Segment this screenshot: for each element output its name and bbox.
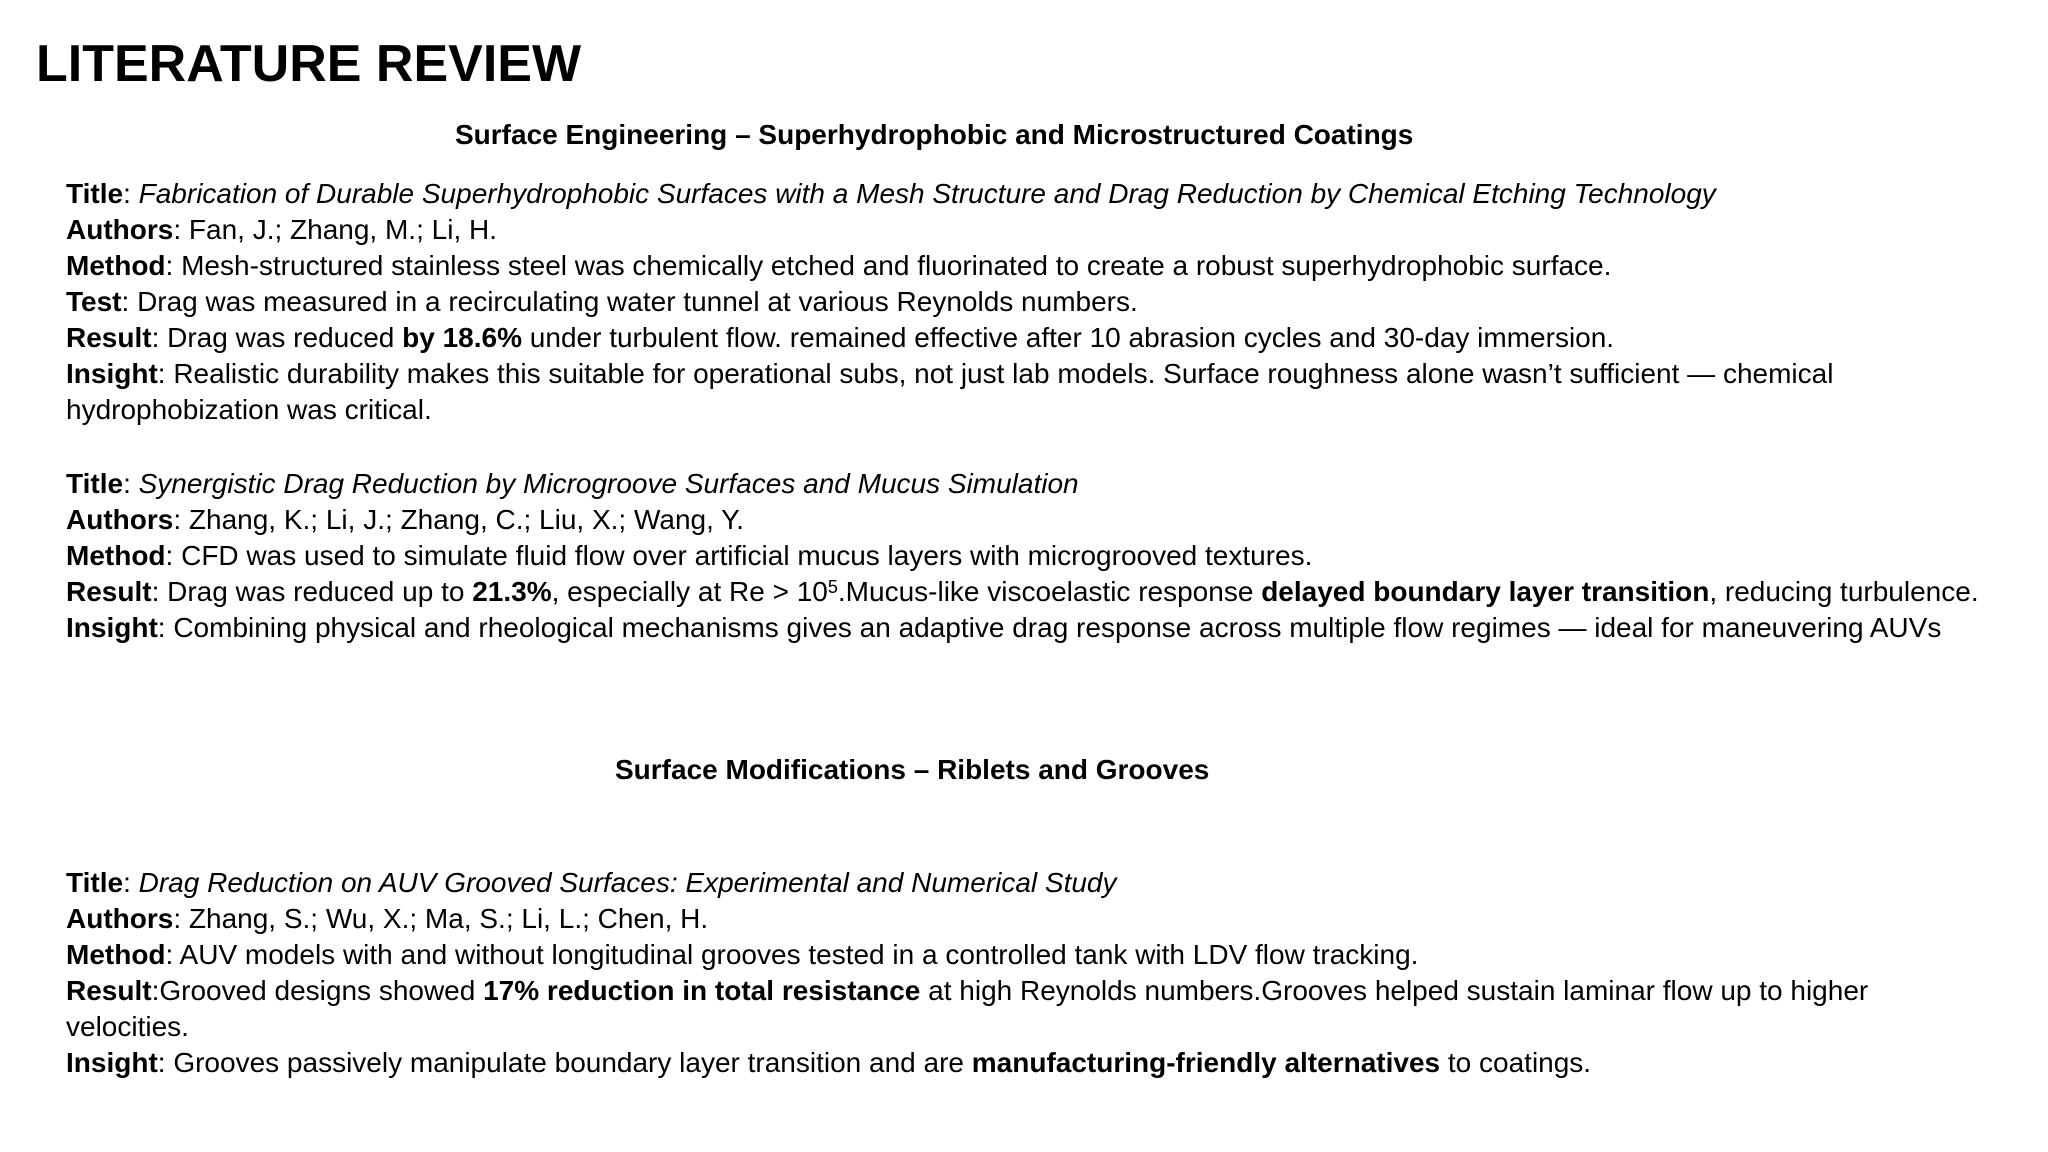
- entry-result-line: [66, 574, 1996, 610]
- entry-insight-line: [66, 1045, 1996, 1081]
- paper-insight-text: to coatings.: [1440, 1047, 1592, 1078]
- review-entry-mesh-superhydrophobic: [66, 176, 1996, 428]
- paper-method: CFD was used to simulate fluid flow over artificial mucus layers with microgrooved textures.: [181, 540, 1313, 571]
- method-label: Method: [66, 250, 166, 281]
- paper-title: Fabrication of Durable Superhydrophobic Surfaces with a Mesh Structure and Drag Reduction by Chemical Etching Technology: [138, 178, 1716, 209]
- entry-authors-line: [66, 502, 1996, 538]
- label-separator: :: [173, 214, 189, 245]
- entry-title-line: [66, 466, 1996, 502]
- authors-label: Authors: [66, 504, 174, 535]
- label-separator: :: [123, 867, 139, 898]
- entry-method-line: [66, 248, 1996, 284]
- entry-test-line: [66, 284, 1996, 320]
- result-label: Result: [66, 975, 152, 1006]
- paper-result-text: , especially at Re > 10: [551, 576, 828, 607]
- label-separator: :: [165, 250, 182, 281]
- label-separator: :: [121, 286, 138, 317]
- paper-result-text: Drag was reduced: [167, 322, 403, 353]
- paper-insight: Realistic durability makes this suitable for operational subs, not just lab models. Surface roughness alone wasn’t sufficient — chemical hydrophobization was critical.: [66, 358, 1834, 425]
- entry-authors-line: [66, 901, 1996, 937]
- paper-test: Drag was measured in a recirculating water tunnel at various Reynolds numbers.: [137, 286, 1138, 317]
- entry-title-line: [66, 865, 1996, 901]
- entry-insight-line: [66, 610, 1996, 646]
- label-separator: :: [151, 322, 168, 353]
- paper-authors: Zhang, K.; Li, J.; Zhang, C.; Liu, X.; Wang, Y.: [188, 504, 744, 535]
- paper-result-highlight: 17% reduction in total resistance: [483, 975, 921, 1006]
- paper-result-highlight: delayed boundary layer transition: [1261, 576, 1710, 607]
- paper-result-text: Grooved designs showed: [159, 975, 484, 1006]
- paper-method: AUV models with and without longitudinal grooves tested in a controlled tank with LDV flow tracking.: [179, 939, 1419, 970]
- paper-result-highlight: 21.3%: [472, 576, 552, 607]
- result-label: Result: [66, 322, 152, 353]
- result-label: Result: [66, 576, 152, 607]
- paper-title: Drag Reduction on AUV Grooved Surfaces: Experimental and Numerical Study: [138, 867, 1117, 898]
- paper-insight-highlight: manufacturing-friendly alternatives: [971, 1047, 1441, 1078]
- insight-label: Insight: [66, 1047, 158, 1078]
- paper-result-text: under turbulent flow. remained effective after 10 abrasion cycles and 30-day immersion.: [522, 322, 1615, 353]
- entry-insight-line: [66, 356, 1996, 428]
- authors-label: Authors: [66, 903, 174, 934]
- label-separator: :: [151, 576, 168, 607]
- paper-authors: Fan, J.; Zhang, M.; Li, H.: [188, 214, 497, 245]
- method-label: Method: [66, 939, 166, 970]
- paper-insight-text: Grooves passively manipulate boundary layer transition and are: [173, 1047, 972, 1078]
- method-label: Method: [66, 540, 166, 571]
- label-separator: :: [157, 1047, 174, 1078]
- label-separator: :: [151, 975, 160, 1006]
- paper-authors: Zhang, S.; Wu, X.; Ma, S.; Li, L.; Chen, H.: [188, 903, 709, 934]
- paper-result-text: at high Reynolds numbers.Grooves helped sustain laminar flow up to higher velocities.: [66, 975, 1869, 1042]
- review-entry-auv-grooves: [66, 865, 1996, 1081]
- review-entry-microgroove-mucus: [66, 466, 1996, 646]
- authors-label: Authors: [66, 214, 174, 245]
- title-label: Title: [66, 867, 124, 898]
- label-separator: :: [157, 358, 174, 389]
- insight-label: Insight: [66, 358, 158, 389]
- exponent: 5: [827, 577, 838, 597]
- entry-method-line: [66, 937, 1996, 973]
- page-title: LITERATURE REVIEW: [36, 35, 582, 93]
- paper-result-text: , reducing turbulence.: [1709, 576, 1979, 607]
- paper-method: Mesh-structured stainless steel was chemically etched and fluorinated to create a robust superhydrophobic surface.: [181, 250, 1612, 281]
- section-heading-coatings: Surface Engineering – Superhydrophobic and Microstructured Coatings: [455, 119, 1414, 150]
- section-heading-riblets: Surface Modifications – Riblets and Grooves: [615, 754, 1210, 785]
- label-separator: :: [173, 903, 189, 934]
- label-separator: :: [123, 468, 139, 499]
- paper-insight: Combining physical and rheological mechanisms gives an adaptive drag response across multiple flow regimes — ideal for maneuvering AUVs: [173, 612, 1942, 643]
- paper-result-text: .Mucus-like viscoelastic response: [837, 576, 1262, 607]
- paper-result-highlight: by 18.6%: [402, 322, 523, 353]
- title-label: Title: [66, 178, 124, 209]
- entry-result-line: [66, 320, 1996, 356]
- label-separator: :: [123, 178, 139, 209]
- insight-label: Insight: [66, 612, 158, 643]
- title-label: Title: [66, 468, 124, 499]
- label-separator: :: [165, 939, 180, 970]
- paper-title: Synergistic Drag Reduction by Microgroove Surfaces and Mucus Simulation: [138, 468, 1079, 499]
- paper-result-text: Drag was reduced up to: [167, 576, 473, 607]
- entry-result-line: [66, 973, 1996, 1045]
- label-separator: :: [157, 612, 174, 643]
- label-separator: :: [173, 504, 189, 535]
- test-label: Test: [66, 286, 122, 317]
- entry-title-line: [66, 176, 1996, 212]
- entry-authors-line: [66, 212, 1996, 248]
- label-separator: :: [165, 540, 182, 571]
- entry-method-line: [66, 538, 1996, 574]
